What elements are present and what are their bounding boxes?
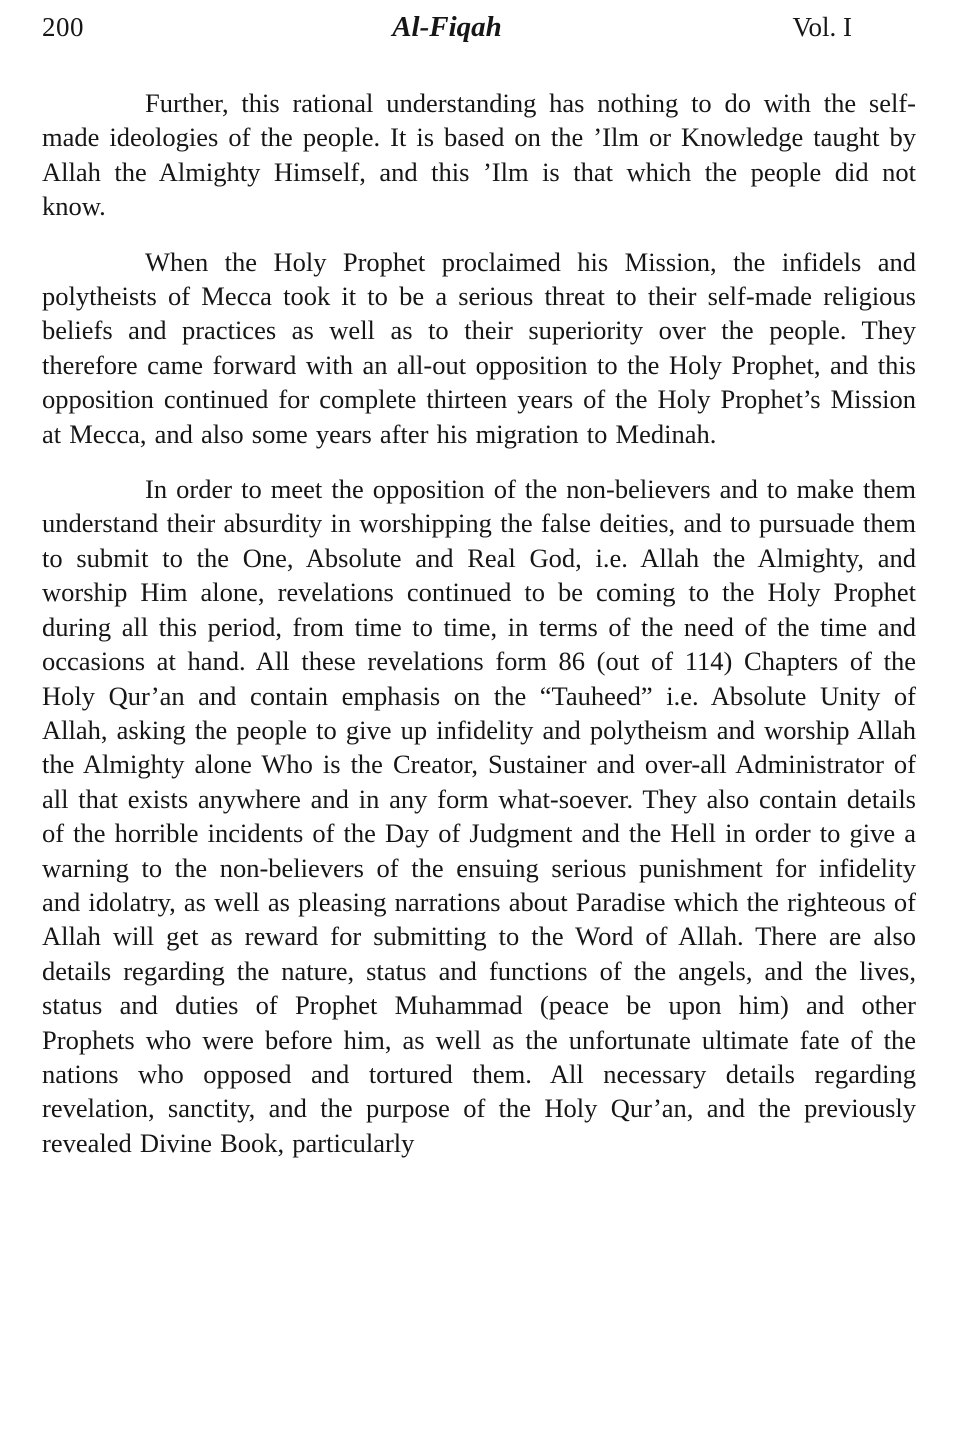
page-body [42, 86, 916, 1160]
page-header [42, 10, 916, 44]
paragraph: In order to meet the opposition of the non-believers and to make them understand their absurdity in worshipping the false deities, and to pursuade them to submit to the One, Absolute and Real God, i.e. Allah the Almighty, and worship Him alone, revelations continued to be coming to the Holy Prophet during all this period, from time to time, in terms of the need of the time and occasions at hand. All these revelations form 86 (out of 114) Chapters of the Holy Qur’an and contain emphasis on the “Tauheed” i.e. Absolute Unity of Allah, asking the people to give up infidelity and polytheism and worship Allah the Almighty alone Who is the Creator, Sustainer and over-all Administrator of all that exists anywhere and in any form what-soever. They also contain details of the horrible incidents of the Day of Judgment and the Hell in order to give a warning to the non-believers of the ensuing serious punishment for infidelity and idolatry, as well as pleasing narrations about Paradise which the righteous of Allah will get as reward for submitting to the Word of Allah. There are also details regarding the nature, status and functions of the angels, and the lives, status and duties of Prophet Muhammad (peace be upon him) and other Prophets who were before him, as well as the unfortunate ultimate fate of the nations who opposed and tortured them. All necessary details regarding revelation, sanctity, and the purpose of the Holy Qur’an, and the previously revealed Divine Book, particularly [42, 474, 916, 1158]
book-title: Al-Fiqah [392, 11, 502, 43]
page-number: 200 [42, 12, 84, 42]
volume-label: Vol. I [792, 12, 852, 42]
paragraph: When the Holy Prophet proclaimed his Mission, the infidels and polytheists of Mecca took it to be a serious threat to their self-made religious beliefs and practices as well as to their superiority over the people. They therefore came forward with an all-out opposition to the Holy Prophet, and this opposition continued for complete thirteen years of the Holy Prophet’s Mission at Mecca, and also some years after his migration to Medinah. [42, 246, 916, 449]
paragraph: Further, this rational understanding has nothing to do with the self-made ideologies of the people. It is based on the ’Ilm or Knowledge taught by Allah the Almighty Himself, and this ’Ilm is that which the people did not know. [42, 88, 916, 222]
